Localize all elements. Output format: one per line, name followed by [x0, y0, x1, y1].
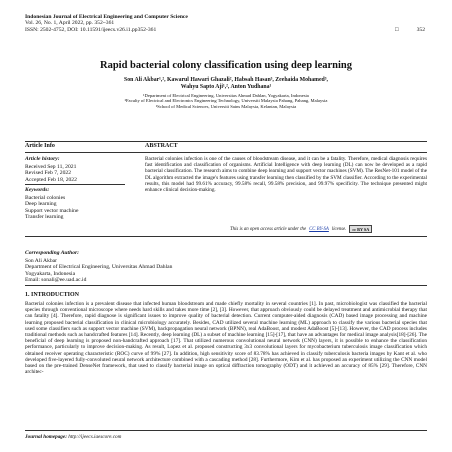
history-revised: Revised Feb 7, 2022	[25, 170, 71, 177]
author-line-2: Wahyu Sapto Aji¹,², Anton Yudhana¹	[180, 84, 272, 90]
license-text-before: This is an open access article under the	[230, 226, 307, 232]
section-rule-mid	[25, 152, 427, 153]
journal-header	[25, 14, 425, 33]
introduction-heading: 1. INTRODUCTION	[25, 292, 80, 298]
journal-footer	[25, 434, 427, 440]
keywords	[25, 187, 125, 221]
issn-doi: ISSN: 2502-4752, DOI: 10.11591/ijeecs.v26.i1.pp352-361	[25, 26, 157, 33]
footer-url[interactable]: http://ijeecs.iaescore.com	[68, 434, 122, 440]
footer-rule	[25, 430, 427, 431]
affiliation-1: ¹Department of Electrical Engineering, Universitas Ahmad Dahlan, Yogyakarta, Indonesia	[143, 93, 309, 98]
footer-label: Journal homepage:	[25, 434, 69, 440]
license-link[interactable]: CC BY-SA	[309, 226, 329, 232]
paper-title: Rapid bacterial colony classification using deep learning	[99, 60, 352, 71]
article-history-label: Article history:	[25, 156, 60, 162]
history-accepted: Accepted Feb 18, 2022	[25, 176, 77, 183]
license-text-after: license.	[331, 226, 347, 232]
header-right	[395, 27, 425, 33]
journal-logo-icon: □	[394, 26, 399, 33]
cc-by-sa-badge-icon: cc BY SA	[349, 225, 372, 233]
section-rule-top	[25, 141, 427, 142]
author-line-1: Son Ali Akbar¹,², Kawarul Hawari Ghazali², Habsah Hasan³, Zeehaida Mohamed³,	[124, 77, 328, 83]
article-history	[25, 156, 125, 183]
abstract-heading: ABSTRACT	[145, 143, 178, 149]
article-info-heading: Article Info	[25, 143, 55, 149]
corresponding-department: Department of Electrical Engineering, Universitas Ahmad Dahlan	[25, 264, 173, 271]
corresponding-rule	[25, 285, 427, 286]
keyword-item: Transfer learning	[25, 214, 64, 221]
corresponding-name: Son Ali Akbar	[25, 257, 58, 264]
corresponding-label: Corresponding Author:	[25, 250, 80, 256]
section-rule-bottom	[25, 236, 427, 237]
keywords-rule	[25, 184, 125, 185]
abstract-text: Bacterial colonies infection is one of the causes of bloodstream disease, and it can be a fatality. Therefore, medical diagnosis requires fast identification and classification of organisms. Artificial Intelligence with deep learning (DL) can now be developed as a rapid bacterial classification. The research aims to combine deep learning and support vector machines (SVM). The ResNet-101 model of the DL algorithm extracted the image's features using transfer learning then classified by the SVM classifier. According to the experimental results, this model had 99.61% accuracy, 99.58% recall, 99.58% precision, and 99.97% specificity. The technique presented might enhance clinical decision-making.	[145, 156, 427, 194]
corresponding-author	[25, 250, 325, 284]
page-number: 352	[416, 26, 425, 33]
author-list	[0, 77, 452, 91]
license-line	[230, 225, 430, 233]
affiliation-3: ³School of Medical Sciences, Universiti Sains Malaysia, Kelantan, Malaysia	[155, 103, 297, 109]
affiliations	[0, 93, 452, 109]
keyword-item: Support vector machine	[25, 207, 79, 214]
keyword-item: Bacterial colonies	[25, 194, 66, 201]
issn-row	[25, 27, 425, 33]
corresponding-city: Yogyakarta, Indonesia	[25, 270, 76, 277]
affiliation-2: ²Faculty of Electrical and Electronics Engineering Technology, Universiti Malaysia Pahang, Pahang, Malaysia	[124, 98, 328, 104]
keywords-label: Keywords:	[25, 187, 50, 193]
volume-line: Vol. 26, No. 1, April 2022, pp. 352~361	[25, 20, 115, 27]
corresponding-email: Email: sonali@ee.uad.ac.id	[25, 277, 87, 284]
history-received: Received Sep 11, 2021	[25, 163, 77, 170]
keyword-item: Deep learning	[25, 201, 57, 208]
journal-name: Indonesian Journal of Electrical Engineering and Computer Science	[25, 14, 188, 20]
introduction-text: Bacterial colonies infection is a prevalent disease that infected human bloodstream and made chiefly mortality in several countries [1]. In past, microbiologist was classified the bacterial species through conventional microscope where needs hard skills and takes more time [2], [3]. However, that approach obviously could be delayed treatment and antimicrobial therapy that can fatality [4]. Therefore, rapid diagnose is significant issues to improve quality of bacterial detection. Current computer-aided diagnosis (CAD) based image processing and machine learning proposed bacterial classification in clinical microbiology accurately. Besides, CAD utilized several machine learning (ML) approach to classify the various bacterial species that used some classifiers such as support vector machine (SVM), backpropagation neural network (BPNN), real AdaBoost, and modest AdaBoost [5]-[13]. However, the CAD process includes traditional methods such as handcrafted features [14]. Recently, deep learning (DL) a subset of machine learning [15]-[17], that have an advantages for medical image analysis[18]-[26]. The beneficial of deep learning is proposed non-handcrafted approach [17]. That utilized numerous convolutional neural network (CNN) layers, it is possible to enhance the classification performance, particularly to improve decision-making. As result, Lopez et al. proposed constructing 3x3 convolutional layers for mycobacterium tuberculosis image classification which obtained receiver operating characteristic (ROC) curve of 99% [27]. In addition, high sensitivity score of 83.78% has achieved in classify tuberculosis bacteria images by Kant et al. who developed five-layered fully-convoluted neural network architecture combined with a cascading method [28]. Furthermore, Kim et al. has proposed an experiment utilizing the CNN model based on the pre-trained DenseNet framework, that used to classify bacterial image on optical diffraction tomography (ODT) and it achieved an accuracy of 85% [29]. Therefore, CNN architec-	[25, 301, 427, 376]
